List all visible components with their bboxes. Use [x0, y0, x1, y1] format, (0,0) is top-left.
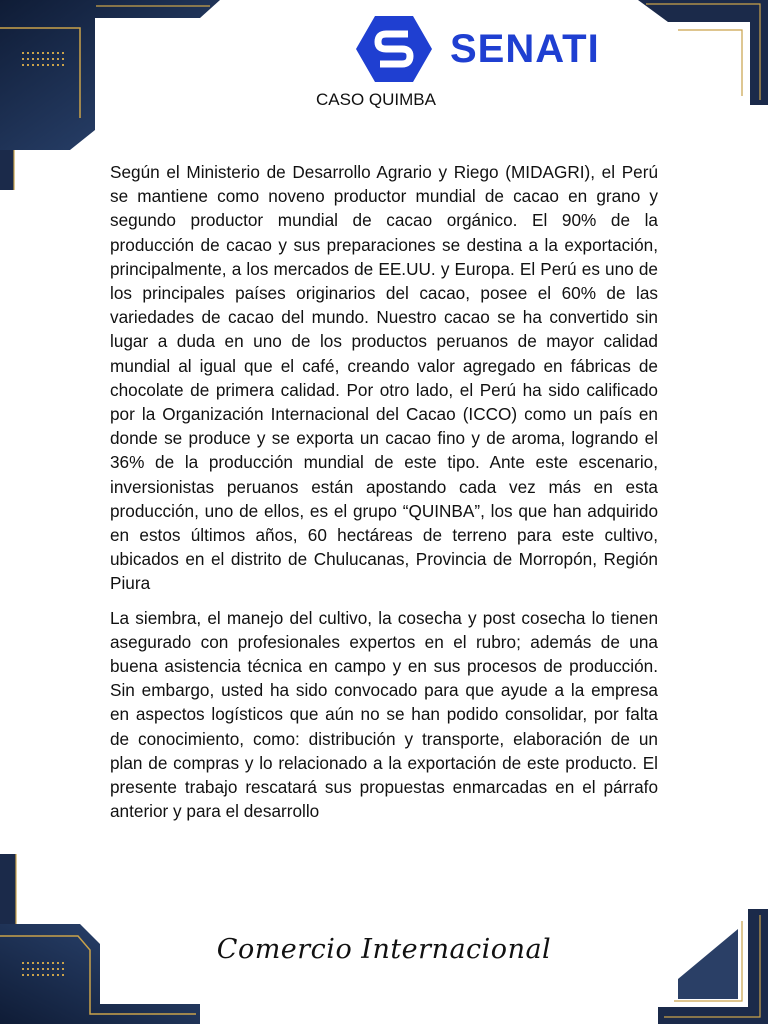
- top-right-corner-decoration: [638, 0, 768, 110]
- document-title: CASO QUIMBA: [316, 90, 436, 109]
- paragraph-1: Según el Ministerio de Desarrollo Agrario y Riego (MIDAGRI), el Perú se mantiene como noveno productor mundial de cacao en grano y segundo productor mundial de cacao orgánico. El 90% de la producción de cacao y sus preparaciones se destina a la exportación, principalmente, a los mercados de EE.UU. y Europa. El Perú es uno de los principales países originarios del cacao, posee el 60% de las variedades de cacao del mundo. Nuestro cacao se ha convertido sin lugar a duda en uno de los productos peruanos de mayor calidad mundial al igual que el café, creando valor agregado en fábricas de chocolate de primera calidad. Por otro lado, el Perú ha sido calificado por la Organización Internacional del Cacao (ICCO) como un país en donde se produce y se exporta un cacao fino y de aroma, logrando el 36% de la producción mundial de este tipo. Ante este escenario, inversionistas peruanos están apostando cada vez más en esta producción, uno de ellos, es el grupo “QUINBA”, los que han adquirido en estos últimos años, 60 hectáreas de terreno para este cultivo, ubicados en el distrito de Chulucanas, Provincia de Morropón, Región Piura: [110, 162, 658, 594]
- footer-title: Comercio Internacional: [216, 934, 552, 965]
- paragraph-2: La siembra, el manejo del cultivo, la cosecha y post cosecha lo tienen asegurado con profesionales expertos en el rubro; además de una buena asistencia técnica en campo y en sus procesos de producción. Sin embargo, usted ha sido convocado para que ayude a la empresa en aspectos logísticos que aún no se han podido consolidar, por falta de conocimiento, como: distribución y transporte, elaboración de un plan de compras y lo relacionado a la exportación de este producto. El presente trabajo rescatará sus propuestas enmarcadas en el párrafo anterior y para el desarrollo: [110, 607, 658, 822]
- logo-text: SENATI: [450, 26, 600, 71]
- senati-logo-icon: [356, 14, 432, 84]
- senati-logo: [356, 14, 600, 84]
- bottom-right-corner-decoration: [638, 909, 768, 1024]
- document-body: [110, 160, 658, 833]
